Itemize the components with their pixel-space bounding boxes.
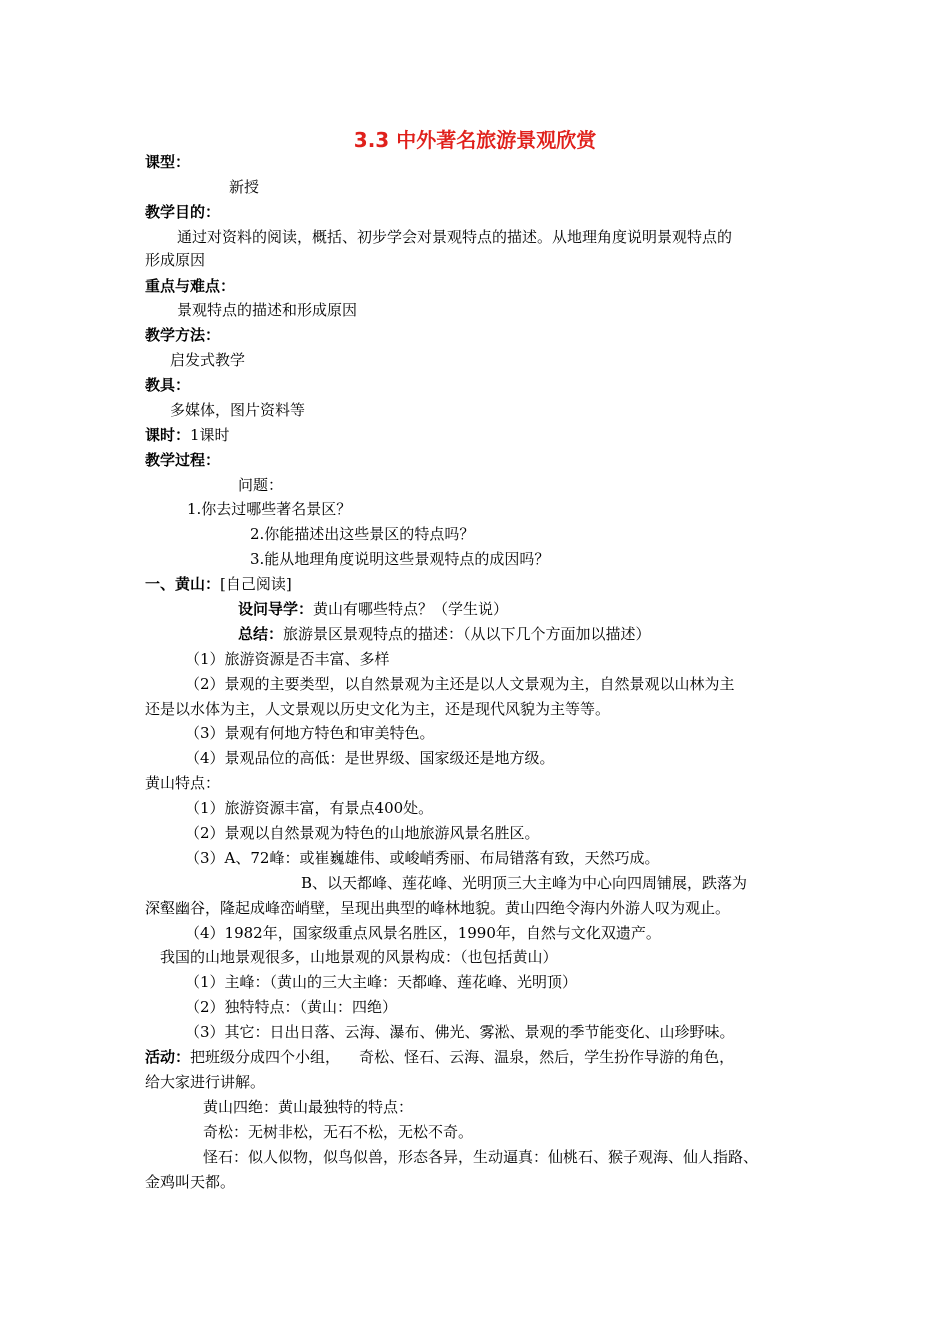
aspect-4: （4）景观品位的高低：是世界级、国家级还是地方级。 (185, 749, 555, 767)
activity-line (145, 1047, 734, 1067)
course-type-label: 课型： (145, 153, 191, 171)
objective-line-2: 形成原因 (145, 251, 206, 269)
mountain-point-1: （1）主峰：（黄山的三大主峰：天都峰、莲花峰、光明顶） (185, 973, 578, 991)
hs-point-2: （2）景观以自然景观为特色的山地旅游风景名胜区。 (185, 824, 540, 842)
rock-line-2: 金鸡叫天都。 (145, 1173, 236, 1191)
hours-line (145, 425, 230, 445)
objective-line-1: 通过对资料的阅读，概括、初步学会对景观特点的描述。从地理角度说明景观特点的 (177, 228, 733, 246)
method-value: 启发式教学 (170, 351, 246, 369)
question-1: 1.你去过哪些著名景区？ (187, 500, 352, 518)
guide-text: 黄山有哪些特点？（学生说） (313, 600, 509, 618)
question-2: 2.你能描述出这些景区的特点吗？ (250, 525, 475, 543)
aspect-3: （3）景观有何地方特色和审美特色。 (185, 724, 435, 742)
guide-line (238, 599, 508, 619)
hs-point-3a: （3）A、72峰：或崔巍雄伟、或峻峭秀丽、布局错落有致，天然巧成。 (185, 849, 660, 867)
page-title: 3.3 中外著名旅游景观欣赏 (353, 128, 597, 152)
course-type-value: 新授 (229, 178, 260, 196)
hs-point-4: （4）1982年，国家级重点风景名胜区，1990年，自然与文化双遗产。 (185, 924, 661, 942)
aspect-2-cont: 还是以水体为主，人文景观以历史文化为主，还是现代风貌为主等等。 (145, 700, 611, 718)
mountain-point-2: （2）独特特点：（黄山：四绝） (185, 998, 398, 1016)
objective-label: 教学目的： (145, 203, 221, 221)
hs-point-3b: B、以天都峰、莲花峰、光明顶三大主峰为中心向四周铺展，跌落为 (301, 874, 748, 892)
section-heading-note: [自己阅读] (220, 575, 292, 593)
section-heading (145, 574, 292, 594)
section-heading-label: 一、黄山： (145, 575, 221, 593)
activity-label: 活动： (145, 1048, 191, 1066)
mountain-point-3: （3）其它：日出日落、云海、瀑布、佛光、雾淞、景观的季节能变化、山珍野味。 (185, 1023, 735, 1041)
tools-value: 多媒体，图片资料等 (170, 401, 306, 419)
hs-point-3b-cont: 深壑幽谷，隆起成峰峦峭壁，呈现出典型的峰林地貌。黄山四绝令海内外游人叹为观止。 (145, 899, 731, 917)
process-label: 教学过程： (145, 451, 221, 469)
guide-label: 设问导学： (238, 600, 314, 618)
huangshan-label: 黄山特点： (145, 774, 221, 792)
aspect-1: （1）旅游资源是否丰富、多样 (185, 650, 390, 668)
summary-text: 旅游景区景观特点的描述：（从以下几个方面加以描述） (283, 625, 651, 643)
four-wonders: 黄山四绝：黄山最独特的特点： (203, 1098, 414, 1116)
activity-text: 把班级分成四个小组， 奇松、怪石、云海、温泉，然后，学生扮作导游的角色， (190, 1048, 735, 1066)
hours-label: 课时： (145, 426, 191, 444)
question-label: 问题： (238, 476, 284, 494)
hours-value: 1课时 (190, 426, 230, 444)
pine-line: 奇松：无树非松，无石不松，无松不奇。 (203, 1123, 474, 1141)
question-3: 3.能从地理角度说明这些景观特点的成因吗？ (250, 550, 550, 568)
aspect-2: （2）景观的主要类型，以自然景观为主还是以人文景观为主，自然景观以山林为主 (185, 675, 735, 693)
summary-line (238, 624, 651, 644)
hs-point-1: （1）旅游资源丰富，有景点400处。 (185, 799, 434, 817)
rock-line-1: 怪石：似人似物，似鸟似兽，形态各异，生动逼真：仙桃石、猴子观海、仙人指路、 (203, 1148, 759, 1166)
method-label: 教学方法： (145, 326, 221, 344)
summary-label: 总结： (238, 625, 284, 643)
key-points-value: 景观特点的描述和形成原因 (177, 301, 358, 319)
tools-label: 教具： (145, 376, 191, 394)
key-points-label: 重点与难点： (145, 277, 236, 295)
activity-line-2: 给大家进行讲解。 (145, 1073, 266, 1091)
mountain-intro: 我国的山地景观很多，山地景观的风景构成：（也包括黄山） (160, 948, 558, 966)
